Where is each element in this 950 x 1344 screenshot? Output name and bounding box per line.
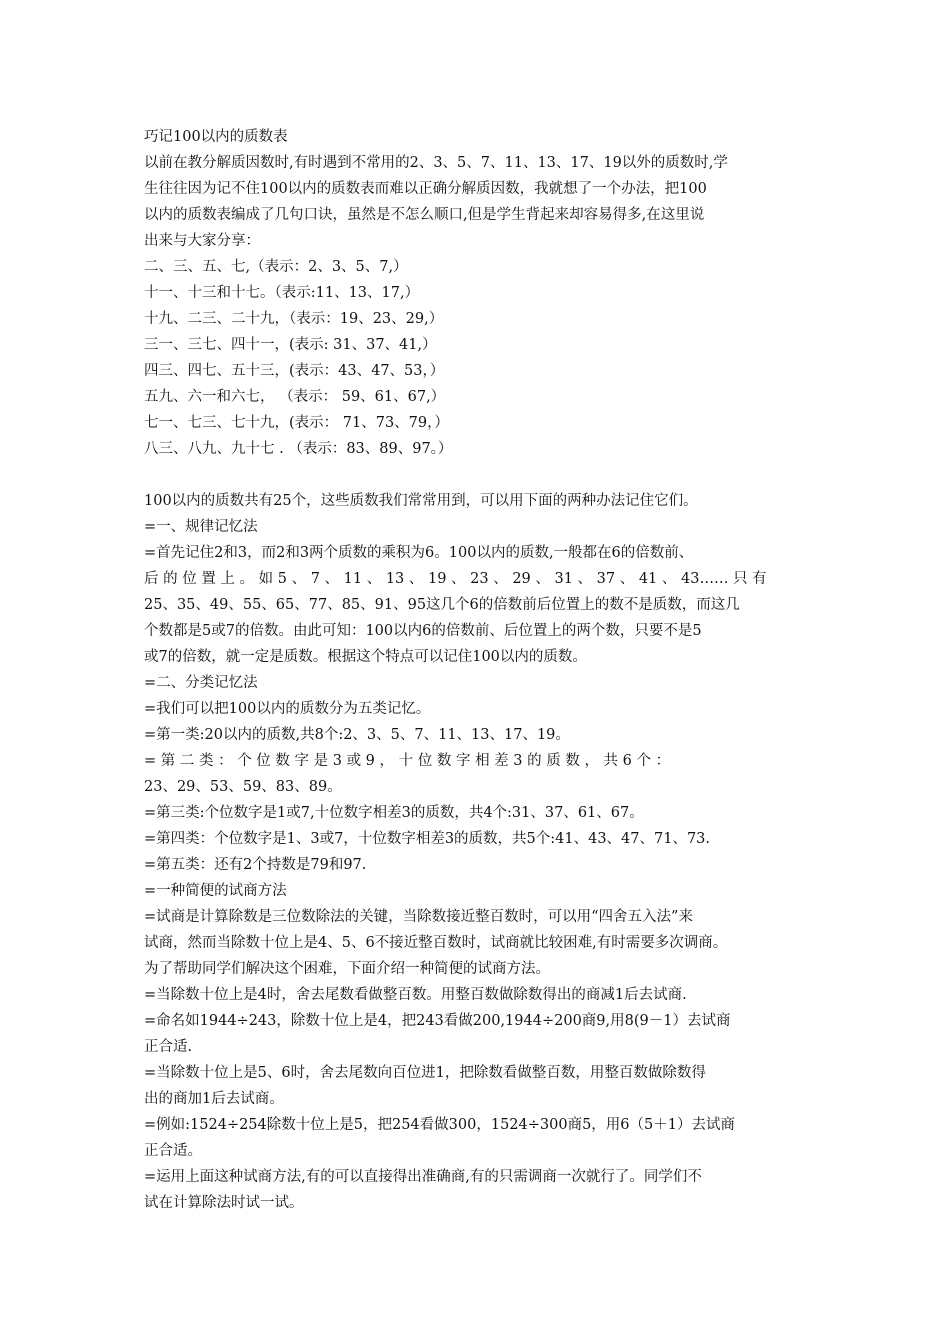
- body-line: =第五类：还有2个持数是79和97.: [144, 857, 367, 873]
- body-line: =首先记住2和3，而2和3两个质数的乘积为6。100以内的质数,一般都在6的倍数前、: [144, 545, 694, 561]
- body-line: =第一类:20以内的质数,共8个:2、3、5、7、11、13、17、19。: [144, 727, 570, 743]
- body-line: 出的商加1后去试商。: [144, 1091, 284, 1107]
- body-line: =我们可以把100以内的质数分为五类记忆。: [144, 701, 431, 717]
- body-line: 100以内的质数共有25个，这些质数我们常常用到，可以用下面的两种办法记住它们。: [144, 493, 698, 509]
- body-line: 正合适。: [144, 1143, 202, 1159]
- section-heading: =一、规律记忆法: [144, 519, 258, 535]
- rhyme-line: 七一、七三、七十九，(表示： 71、73、79，）: [144, 415, 449, 431]
- body-section: [144, 488, 816, 1216]
- body-line: =命名如1944÷243，除数十位上是4，把243看做200,1944÷200商9,用8(9－1）去试商: [144, 1013, 731, 1029]
- body-line: 正合适.: [144, 1039, 193, 1055]
- rhyme-line: 八三、八九、九十七 . （表示：83、89、97。）: [144, 441, 453, 457]
- body-line: =试商是计算除数是三位数除法的关键，当除数接近整百数时，可以用“四舍五入法”来: [144, 909, 693, 925]
- intro-line: 以内的质数表编成了几句口诀，虽然是不怎么顺口,但是学生背起来却容易得多,在这里说: [144, 207, 705, 223]
- body-line: = 第 二 类 ： 个 位 数 字 是 3 或 9 ， 十 位 数 字 相 差 3 的 质 数 ， 共 6 个 ：: [144, 753, 671, 769]
- paragraph-spacer: [144, 462, 816, 488]
- document-page: [144, 124, 816, 1216]
- rhyme-line: 十一、十三和十七。（表示:11、13、17,）: [144, 285, 420, 301]
- body-line: 25、35、49、55、65、77、85、91、95这几个6的倍数前后位置上的数不是质数，而这几: [144, 597, 740, 613]
- body-line: 23、29、53、59、83、89。: [144, 779, 342, 795]
- rhyme-line: 二、三、五、七,（表示：2、3、5、7,）: [144, 259, 408, 275]
- rhyme-line: 三一、三七、四十一，(表示: 31、37、41,）: [144, 337, 437, 353]
- body-line: =当除数十位上是4时，舍去尾数看做整百数。用整百数做除数得出的商减1后去试商.: [144, 987, 687, 1003]
- rhyme-list: [144, 254, 816, 462]
- document-title: 巧记100以内的质数表: [144, 129, 288, 145]
- body-line: 后 的 位 置 上 。 如 5 、 7 、 11 、 13 、 19 、 23 、 29 、 31 、 37 、 41 、 43…… 只 有: [144, 571, 767, 587]
- body-line: =第三类:个位数字是1或7,十位数字相差3的质数，共4个:31、37、61、67。: [144, 805, 644, 821]
- intro-paragraph: [144, 150, 816, 254]
- body-line: 试商，然而当除数十位上是4、5、6不接近整百数时，试商就比较困难,有时需要多次调商。: [144, 935, 728, 951]
- body-line: =当除数十位上是5、6时，舍去尾数向百位进1，把除数看做整百数，用整百数做除数得: [144, 1065, 706, 1081]
- body-line: 试在计算除法时试一试。: [144, 1195, 304, 1211]
- section-heading: =一种简便的试商方法: [144, 883, 287, 899]
- body-line: 为了帮助同学们解决这个困难，下面介绍一种简便的试商方法。: [144, 961, 550, 977]
- rhyme-line: 十九、二三、二十九，（表示：19、23、29,）: [144, 311, 444, 327]
- section-heading: =二、分类记忆法: [144, 675, 258, 691]
- intro-line: 以前在教分解质因数时,有时遇到不常用的2、3、5、7、11、13、17、19以外的质数时,学: [144, 155, 728, 171]
- body-line: =例如:1524÷254除数十位上是5，把254看做300，1524÷300商5，用6（5＋1）去试商: [144, 1117, 735, 1133]
- body-line: =第四类：个位数字是1、3或7，十位数字相差3的质数，共5个:41、43、47、71、73.: [144, 831, 711, 847]
- rhyme-line: 五九、六一和六七， （表示： 59、61、67,）: [144, 389, 446, 405]
- body-line: 个数都是5或7的倍数。由此可知：100以内6的倍数前、后位置上的两个数，只要不是5: [144, 623, 702, 639]
- intro-line: 生往往因为记不住100以内的质数表而难以正确分解质因数，我就想了一个办法，把100: [144, 181, 707, 197]
- body-line: 或7的倍数，就一定是质数。根据这个特点可以记住100以内的质数。: [144, 649, 587, 665]
- body-line: =运用上面这种试商方法,有的可以直接得出准确商,有的只需调商一次就行了。同学们不: [144, 1169, 702, 1185]
- rhyme-line: 四三、四七、五十三，(表示：43、47、53，）: [144, 363, 445, 379]
- intro-line: 出来与大家分享：: [144, 233, 260, 249]
